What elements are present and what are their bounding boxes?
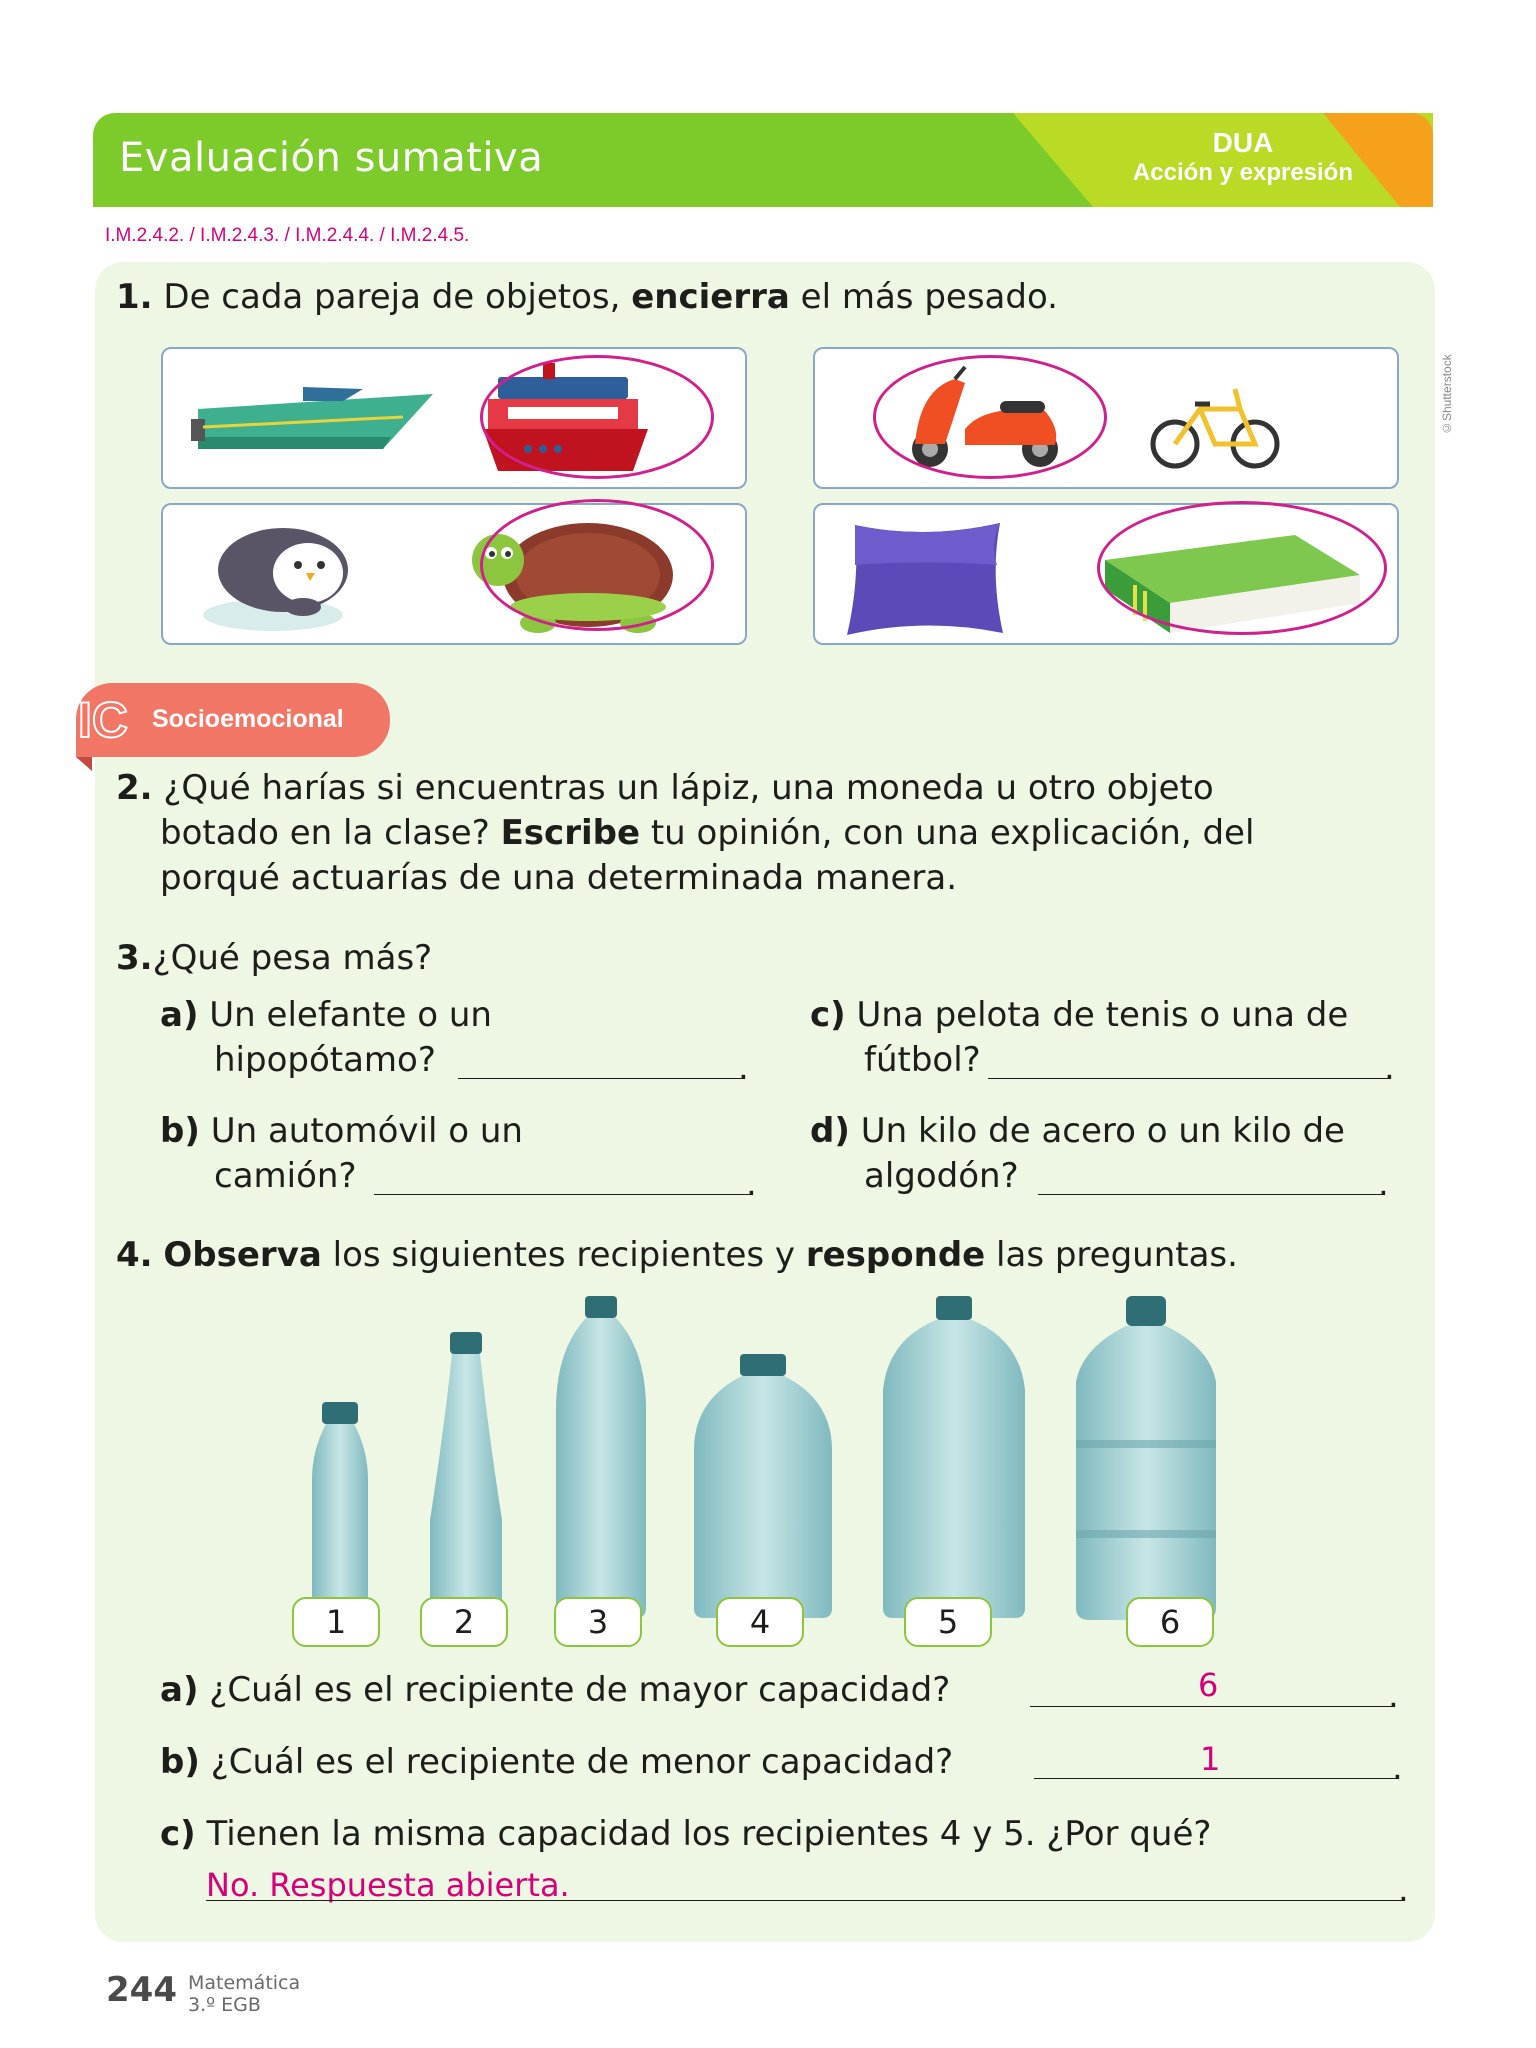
question-3a [160, 993, 492, 1083]
footer-subject [188, 1972, 300, 2016]
line-period: . [738, 1048, 749, 1088]
answer-line[interactable] [1030, 1706, 1392, 1707]
answer-line[interactable] [206, 1900, 1402, 1901]
answer-line[interactable] [1038, 1194, 1382, 1195]
question-text: botado en la clase? [160, 813, 501, 853]
line-period: . [1378, 1164, 1389, 1204]
indicator-codes: I.M.2.4.2. / I.M.2.4.3. / I.M.2.4.4. / I.M.2.4.5. [105, 225, 470, 246]
bottle-3-icon [556, 1296, 646, 1618]
item-text: algodón? [864, 1156, 1019, 1196]
question-4b [160, 1740, 953, 1785]
bottle-6-icon [1076, 1296, 1216, 1620]
subject-name: Matemática [188, 1972, 301, 1994]
bottle-label: 5 [904, 1597, 992, 1647]
bottles-illustration [280, 1290, 1260, 1650]
dua-title: DUA [1212, 127, 1274, 158]
question-number: 1. [116, 277, 153, 317]
item-label: b) [160, 1111, 200, 1151]
bottle-label: 6 [1126, 1597, 1214, 1647]
item-text: Un elefante o un [209, 995, 492, 1035]
selection-circle [873, 355, 1107, 479]
item-label: a) [160, 1670, 199, 1710]
header-banner [93, 113, 1433, 207]
item-text: ¿Cuál es el recipiente de menor capacidad? [210, 1742, 954, 1782]
item-text: Un kilo de acero o un kilo de [860, 1111, 1345, 1151]
item-label: b) [160, 1742, 200, 1782]
question-text: ¿Qué pesa más? [152, 938, 433, 978]
item-text: ¿Cuál es el recipiente de mayor capacidad? [209, 1670, 951, 1710]
question-text: los siguientes recipientes y [321, 1235, 806, 1275]
question-keyword: Escribe [500, 813, 641, 853]
item-text: hipopótamo? [214, 1040, 436, 1080]
question-3c [810, 993, 1348, 1083]
question-3d [810, 1109, 1345, 1199]
object-pair-boats [161, 347, 747, 489]
bottle-label: 3 [554, 1597, 642, 1647]
socioemocional-label: Socioemocional [152, 705, 344, 733]
answer-line[interactable] [374, 1194, 750, 1195]
item-text: Tienen la misma capacidad los recipientes 4 y 5. ¿Por qué? [206, 1814, 1212, 1854]
question-1 [116, 275, 1058, 320]
answer-4c: No. Respuesta abierta. [206, 1866, 570, 1904]
dua-label [1133, 127, 1353, 187]
item-text: Un automóvil o un [210, 1111, 523, 1151]
question-3 [116, 936, 432, 981]
socioemocional-tag [76, 683, 390, 757]
question-text: el más pesado. [789, 277, 1058, 317]
answer-line[interactable] [458, 1078, 742, 1079]
line-period: . [1388, 1676, 1399, 1716]
bottle-2-icon [430, 1332, 502, 1618]
line-period: . [1384, 1048, 1395, 1088]
bottle-label: 1 [292, 1597, 380, 1647]
object-pair-pillow-book [813, 503, 1399, 645]
question-keyword: Observa [163, 1235, 322, 1275]
question-text: las preguntas. [985, 1235, 1238, 1275]
question-text: ¿Qué harías si encuentras un lápiz, una moneda u otro objeto [163, 768, 1214, 808]
question-number: 2. [116, 768, 153, 808]
question-3b [160, 1109, 523, 1199]
item-label: a) [160, 995, 199, 1035]
question-keyword: encierra [631, 277, 790, 317]
image-credit: ©Shutterstock [1440, 354, 1454, 435]
item-label: c) [810, 995, 846, 1035]
bottle-4-icon [694, 1354, 832, 1618]
answer-4b: 1 [1200, 1740, 1221, 1778]
question-number: 3. [116, 938, 153, 978]
tag-fold [76, 757, 92, 771]
selection-circle [1097, 501, 1387, 635]
question-text: tu opinión, con una explicación, del [640, 813, 1255, 853]
line-period: . [1392, 1748, 1403, 1788]
item-text: Una pelota de tenis o una de [856, 995, 1349, 1035]
question-2 [116, 766, 1254, 901]
bottle-5-icon [883, 1296, 1025, 1618]
bottle-label: 4 [716, 1597, 804, 1647]
object-pair-vehicles [813, 347, 1399, 489]
dua-subtitle: Acción y expresión [1132, 159, 1353, 186]
speedboat-icon [191, 387, 433, 449]
grade-level: 3.º EGB [188, 1994, 261, 2016]
selection-circle [480, 355, 714, 479]
question-text: porqué actuarías de una determinada manera. [160, 858, 958, 898]
ic-logo-icon: IC [78, 692, 128, 748]
answer-line[interactable] [988, 1078, 1388, 1079]
question-4 [116, 1233, 1238, 1278]
item-text: camión? [214, 1156, 357, 1196]
question-4a [160, 1668, 950, 1713]
page-number: 244 [106, 1970, 177, 2010]
answer-line[interactable] [1034, 1778, 1396, 1779]
question-4c [160, 1812, 1211, 1857]
item-label: c) [160, 1814, 196, 1854]
question-number: 4. [116, 1235, 153, 1275]
item-text: fútbol? [864, 1040, 981, 1080]
penguin-icon [203, 528, 348, 631]
bottle-label: 2 [420, 1597, 508, 1647]
bicycle-icon [1153, 389, 1277, 466]
selection-circle [480, 499, 714, 631]
line-period: . [746, 1164, 757, 1204]
question-keyword: responde [805, 1235, 986, 1275]
item-label: d) [810, 1111, 850, 1151]
answer-4a: 6 [1198, 1666, 1219, 1704]
bottle-1-icon [312, 1402, 368, 1618]
page-title: Evaluación sumativa [119, 135, 544, 181]
line-period: . [1398, 1870, 1409, 1910]
object-pair-animals [161, 503, 747, 645]
question-text: De cada pareja de objetos, [163, 277, 632, 317]
pillow-icon [847, 523, 1003, 635]
